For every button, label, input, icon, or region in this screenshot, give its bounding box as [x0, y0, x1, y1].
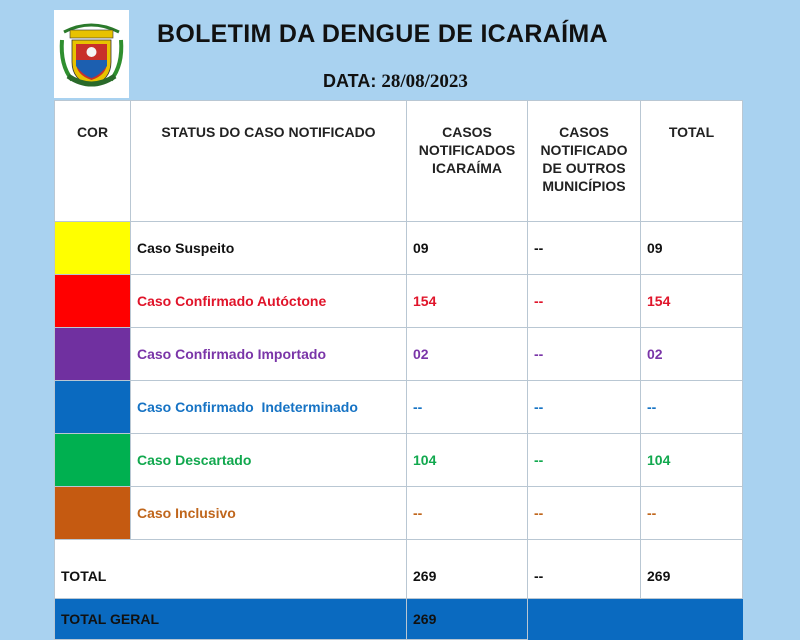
date-value: 28/08/2023 — [381, 71, 468, 92]
table-row — [55, 275, 743, 328]
color-swatch — [55, 222, 130, 274]
other-count-cell: -- — [528, 328, 641, 381]
column-header-icaraima: CASOS NOTIFICADOS ICARAÍMA — [407, 101, 528, 222]
grand-total-spacer — [641, 599, 743, 640]
total-row — [55, 540, 743, 599]
municipal-logo — [54, 10, 129, 98]
total-count-cell: -- — [641, 381, 743, 434]
grand-total-spacer — [528, 599, 641, 640]
coat-of-arms-icon — [54, 10, 129, 98]
color-swatch — [55, 434, 130, 486]
grand-total-value: 269 — [407, 599, 528, 640]
total-count-cell: -- — [641, 487, 743, 540]
total-count-cell: 154 — [641, 275, 743, 328]
grand-total-label: TOTAL GERAL — [55, 599, 407, 640]
color-swatch-cell — [55, 434, 131, 487]
column-header-total: TOTAL — [641, 101, 743, 222]
table-row — [55, 222, 743, 275]
icaraima-count-cell: -- — [407, 487, 528, 540]
icaraima-count-cell: 154 — [407, 275, 528, 328]
column-header-other-municipalities: CASOS NOTIFICADO DE OUTROS MUNICÍPIOS — [528, 101, 641, 222]
color-swatch-cell — [55, 328, 131, 381]
total-count-cell: 02 — [641, 328, 743, 381]
table-row — [55, 381, 743, 434]
grand-total-row — [55, 599, 743, 640]
icaraima-count-cell: -- — [407, 381, 528, 434]
status-cell: Caso Confirmado Indeterminado — [131, 381, 407, 434]
date-label: DATA: — [323, 71, 377, 91]
color-swatch-cell — [55, 275, 131, 328]
color-swatch — [55, 487, 130, 539]
column-header-color: COR — [55, 101, 131, 222]
status-cell: Caso Suspeito — [131, 222, 407, 275]
status-cell: Caso Descartado — [131, 434, 407, 487]
color-swatch-cell — [55, 381, 131, 434]
other-count-cell: -- — [528, 222, 641, 275]
color-swatch — [55, 275, 130, 327]
icaraima-count-cell: 02 — [407, 328, 528, 381]
total-label: TOTAL — [55, 540, 407, 599]
total-icaraima: 269 — [407, 540, 528, 599]
table-header-row — [55, 101, 743, 222]
icaraima-count-cell: 104 — [407, 434, 528, 487]
table-row — [55, 434, 743, 487]
color-swatch — [55, 328, 130, 380]
column-header-status: STATUS DO CASO NOTIFICADO — [131, 101, 407, 222]
other-count-cell: -- — [528, 434, 641, 487]
total-total: 269 — [641, 540, 743, 599]
total-count-cell: 104 — [641, 434, 743, 487]
table-row — [55, 487, 743, 540]
total-count-cell: 09 — [641, 222, 743, 275]
page-title: BOLETIM DA DENGUE DE ICARAÍMA — [157, 20, 608, 48]
dengue-status-table — [54, 100, 743, 640]
icaraima-count-cell: 09 — [407, 222, 528, 275]
status-cell: Caso Confirmado Autóctone — [131, 275, 407, 328]
report-date — [323, 71, 468, 93]
color-swatch — [55, 381, 130, 433]
other-count-cell: -- — [528, 275, 641, 328]
status-cell: Caso Inclusivo — [131, 487, 407, 540]
color-swatch-cell — [55, 222, 131, 275]
other-count-cell: -- — [528, 487, 641, 540]
other-count-cell: -- — [528, 381, 641, 434]
table-row — [55, 328, 743, 381]
color-swatch-cell — [55, 487, 131, 540]
status-cell: Caso Confirmado Importado — [131, 328, 407, 381]
total-other: -- — [528, 540, 641, 599]
